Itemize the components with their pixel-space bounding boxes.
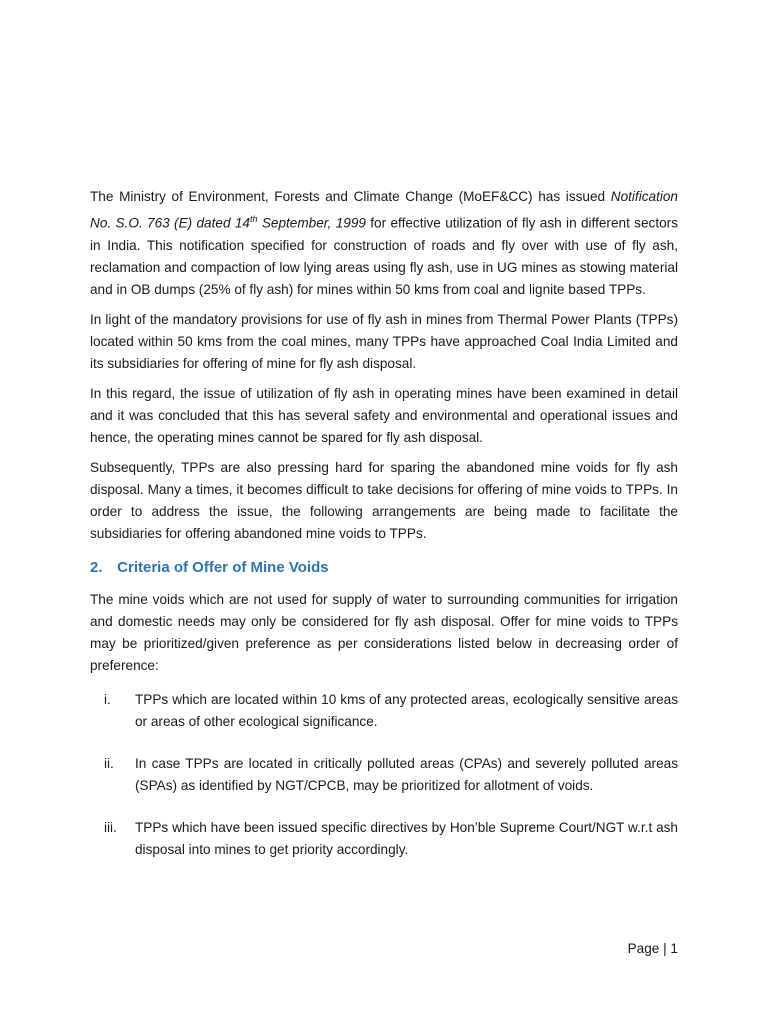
list-item-text: TPPs which have been issued specific directives by Hon’ble Supreme Court/NGT w.r.t ash disposal into mines to get priority accordingly. [135, 819, 678, 857]
list-item-text: TPPs which are located within 10 kms of any protected areas, ecologically sensitive areas or areas of other ecological significance. [135, 691, 678, 729]
paragraph-notification: The Ministry of Environment, Forests and Climate Change (MoEF&CC) has issued Notification No. S.O. 763 (E) dated 14th September, 1999 for effective utilization of fly ash in different sectors in India. This notification specified for construction of roads and fly over with use of fly ash, reclamation and compaction of low lying areas using fly ash, use in UG mines as stowing material and in OB dumps (25% of fly ash) for mines within 50 kms from coal and lignite based TPPs. [90, 189, 678, 297]
section-heading [90, 557, 678, 579]
section-title: Criteria of Offer of Mine Voids [117, 558, 329, 576]
paragraph-criteria-intro: The mine voids which are not used for supply of water to surrounding communities for irrigation and domestic needs may only be considered for fly ash disposal. Offer for mine voids to TPPs may be prioritized/given preference as per considerations listed below in decreasing order of preference: [90, 591, 678, 673]
paragraph-mandatory-provisions: In light of the mandatory provisions for use of fly ash in mines from Thermal Power Plants (TPPs) located within 50 kms from the coal mines, many TPPs have approached Coal India Limited and its subsidiaries for offering of mine for fly ash disposal. [90, 311, 678, 371]
page-number: Page | 1 [627, 941, 678, 956]
document-body [90, 186, 678, 881]
list-item-text: In case TPPs are located in critically polluted areas (CPAs) and severely polluted areas (SPAs) as identified by NGT/CPCB, may be prioritized for allotment of voids. [135, 755, 678, 793]
section-number: 2. [90, 558, 103, 576]
list-item [90, 817, 678, 861]
list-marker: ii. [104, 755, 114, 771]
paragraph-abandoned-voids: Subsequently, TPPs are also pressing hard for sparing the abandoned mine voids for fly ash disposal. Many a times, it becomes difficult to take decisions for offering of mine voids to TPPs. In order to address the issue, the following arrangements are being made to facilitate the subsidiaries for offering abandoned mine voids to TPPs. [90, 459, 678, 541]
paragraph-operating-mines: In this regard, the issue of utilization of fly ash in operating mines have been examined in detail and it was concluded that this has several safety and environmental and operational issues and hence, the operating mines cannot be spared for fly ash disposal. [90, 385, 678, 445]
criteria-list [90, 689, 678, 861]
list-item [90, 753, 678, 797]
list-marker: i. [104, 691, 111, 707]
list-marker: iii. [104, 819, 117, 835]
list-item [90, 689, 678, 733]
